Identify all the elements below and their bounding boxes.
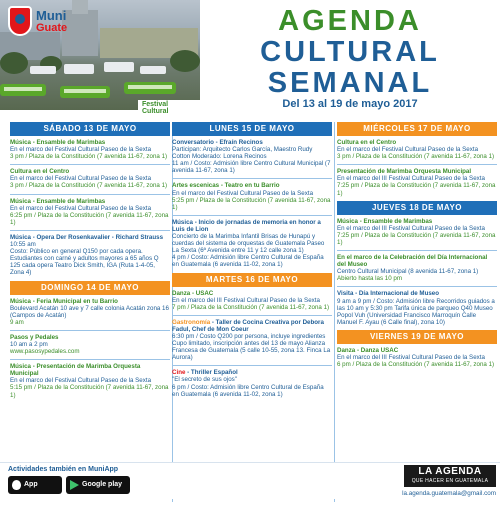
event-title: Música - Inicio de jornadas de memoria en honor a Luis de Lion [172, 218, 321, 233]
header-hero [0, 0, 500, 118]
event-separator [172, 215, 332, 216]
brand-line-2: QUE HACER EN GUATEMALA [411, 478, 489, 484]
event-separator [172, 315, 332, 316]
event-detail: Boulevard Acatán 10 ave y 7 calle colonia Acatán zona 16 (Campos de Acatán) [10, 304, 169, 319]
apps-label: Actividades también en MuniApp [8, 466, 119, 473]
agenda-column [172, 122, 332, 402]
google-play-icon [70, 480, 79, 490]
event-detail: 10 am a 2 pm [10, 340, 48, 348]
event-item [10, 198, 170, 226]
event-title-text: - Taller de Cocina Creativa por Debora Fadul, Chef de Mon Coeur [172, 318, 324, 333]
logo-line-2: Guate [36, 22, 68, 34]
event-title [172, 369, 332, 376]
event-title [172, 319, 332, 333]
event-time-venue: 6 pm / Plaza de la Constitución (7 avenida 11-67, zona 1) [337, 361, 495, 369]
brand-line-1: LA AGENDA [418, 466, 482, 477]
event-item [337, 218, 497, 246]
event-time-venue: 7:25 pm / Plaza de la Constitución (7 avenida 11-67, zona 1) [337, 182, 496, 197]
muni-shield-icon [8, 6, 32, 36]
event-item [172, 182, 332, 210]
event-item [172, 369, 332, 397]
app-store-button[interactable] [8, 476, 62, 506]
event-item [172, 139, 332, 174]
title-line-1: AGENDA [278, 5, 422, 37]
date-range: Del 13 al 19 de mayo 2017 [282, 98, 418, 110]
agenda-column [10, 122, 170, 403]
event-title: Cultura en el Centro [337, 139, 397, 146]
day-header: JUEVES 18 DE MAYO [337, 201, 497, 215]
event-time-venue: 3 pm / Plaza de la Constitución (7 avenida 11-67, zona 1) [10, 182, 168, 190]
event-item [337, 139, 497, 160]
event-detail: En el marco del III Festival Cultural Paseo de la Sexta [337, 224, 485, 232]
event-detail: En el marco del III Festival Cultural Paseo de la Sexta [337, 353, 485, 361]
event-title: Música - Ensamble de Marimbas [10, 139, 106, 146]
event-title: En el marco de la Celebración del Día Internacional del Museo [337, 254, 488, 269]
title-line-3: SEMANAL [267, 67, 433, 99]
la-agenda-logo [404, 465, 496, 487]
event-time-venue: 3 pm / Plaza de la Constitución (7 avenida 11-67, zona 1) [10, 153, 168, 161]
event-separator [172, 178, 332, 179]
event-title: Danza - Danza USAC [337, 346, 399, 354]
event-category-tag: Cine [172, 369, 186, 377]
event-detail: Centro Cultural Municipal (8 avenida 11-67, zona 1) [337, 268, 479, 276]
event-item [337, 168, 497, 196]
event-category-tag: Gastronomía [172, 318, 211, 326]
event-time-venue: 4 pm / Costo: Admisión libre Centro Cultural de España en Guatemala (6 avenida 11-02, zona 1) [172, 254, 324, 269]
footer [0, 462, 500, 506]
event-detail: "El secreto de sus ojos" [172, 376, 237, 384]
event-title-text: - Thriller Español [187, 369, 238, 377]
event-item [10, 234, 170, 277]
plaza-photo [0, 0, 200, 115]
day-header: DOMINGO 14 DE MAYO [10, 281, 170, 295]
event-detail: En el marco del Festival Cultural Paseo de la Sexta [337, 146, 479, 154]
contact-email[interactable]: la.agenda.guatemala@gmail.com [402, 490, 496, 497]
event-title: Visita - Día Internacional de Museo [337, 290, 440, 298]
google-play-label: Google play [82, 481, 123, 488]
event-time-venue: 3 pm / Plaza de la Constitución (7 avenida 11-67, zona 1) [337, 153, 495, 161]
event-title: Música - Presentación de Marimba Orquesta Municipal [10, 363, 141, 378]
event-item [337, 254, 497, 282]
event-time-venue: 6:25 pm / Plaza de la Constitución (7 avenida 11-67, zona 1) [10, 211, 169, 226]
event-separator [10, 230, 170, 231]
day-header: LUNES 15 DE MAYO [172, 122, 332, 136]
event-title: Pasos y Pedales [10, 333, 59, 341]
event-time-venue: 11 am / Costo: Admisión libre Centro Cultural Municipal (7 avenida 11-67, zona 1) [172, 160, 331, 175]
event-separator [10, 194, 170, 195]
event-time-venue: 5:15 pm / Plaza de la Constitución (7 avenida 11-67, zona 1) [10, 384, 169, 399]
photo-caption: Festival Cultural [138, 100, 200, 116]
event-item [10, 334, 170, 355]
event-separator [337, 164, 497, 165]
event-separator [10, 330, 170, 331]
event-title: Música - Ensamble de Marimbas [10, 197, 106, 205]
event-detail: 10:55 am [10, 241, 36, 249]
event-title: Conversatorio - Efraín Recinos [172, 139, 263, 146]
event-item [10, 298, 170, 326]
event-time-venue: Abierto hasta las 10 pm [337, 275, 403, 283]
page-title [200, 6, 500, 99]
event-item [10, 363, 170, 398]
event-time-venue: www.pasosypedales.com [10, 348, 80, 356]
event-detail: En el marco del Festival Cultural Paseo de la Sexta [172, 189, 314, 197]
event-separator [337, 286, 497, 287]
event-time-venue: Costo: Público en general Q150 por cada opera. Estudiantes con carné y adultos mayores a 65 años Q 125 cada opera Teatro Dick Smith, IGA (Ruta 1-4-05, Zona 4) [10, 248, 159, 277]
event-detail: En el marco del III Festival Cultural Paseo de la Sexta [172, 296, 320, 304]
event-detail: En el marco del Festival Cultural Paseo de la Sexta [10, 175, 152, 183]
event-item [10, 168, 170, 189]
title-line-2: CULTURAL [260, 36, 440, 68]
app-store-label: App Store [24, 481, 42, 506]
column-divider [334, 122, 335, 502]
event-separator [172, 365, 332, 366]
event-item [337, 347, 497, 368]
event-time-venue: 7:25 pm / Plaza de la Constitución (7 avenida 11-67, zona 1) [337, 231, 496, 246]
event-detail: Participan: Arquitecto Carlos García, Maestro Rudy Cotton Moderado: Lorena Recinos [172, 146, 313, 161]
event-item [10, 139, 170, 160]
event-item [172, 319, 332, 362]
event-time-venue: 6 pm / Costo: Admisión libre Centro Cultural de España en Guatemala (6 avenida 11-02, zona 1) [172, 383, 324, 398]
event-separator [337, 250, 497, 251]
event-title: Cultura en el Centro [10, 168, 70, 176]
logo-line-1: Muni [36, 8, 67, 23]
google-play-button[interactable] [66, 476, 130, 494]
event-detail: En el marco del III Festival Cultural Paseo de la Sexta [337, 175, 485, 183]
muniguate-logo [8, 6, 78, 46]
event-detail: 9 am a 9 pm / Costo: Admisión libre Recorridos guiados a las 10 am y 5:30 pm Tarifa única de parqueo Q40 Museo Popol Vuh (Universidad Francisco Marroquín Calle Manuel F. Ayau (6 Calle final), zona 10) [337, 297, 495, 326]
day-header: MIÉRCOLES 17 DE MAYO [337, 122, 497, 136]
day-header: MARTES 16 DE MAYO [172, 273, 332, 287]
event-title: Música - Opera Der Rosenkavalier - Richard Strauss [10, 233, 164, 241]
event-item [337, 290, 497, 325]
event-title: Música - Feria Municipal en tu Barrio [10, 297, 118, 305]
day-header: VIERNES 19 DE MAYO [337, 330, 497, 344]
event-detail: En el marco del Festival Cultural Paseo de la Sexta [10, 204, 152, 212]
event-detail: En el marco del Festival Cultural Paseo de la Sexta [10, 377, 152, 385]
event-detail: En el marco del Festival Cultural Paseo de la Sexta [10, 146, 152, 154]
agenda-column [337, 122, 497, 372]
event-time-venue: 9 am [10, 318, 24, 326]
event-separator [10, 164, 170, 165]
event-separator [10, 359, 170, 360]
event-detail: Concierto de la Marimba Infantil Brisas de Hunapú y cuerdas del sistema de orquestas de Guatemala Paseo La Sexta (6ª Avenida entre 11 y 12 calle zona 1) [172, 233, 325, 255]
event-detail: 6:30 pm / Costo Q200 por persona, incluye ingredientes Cupo limitado, inscripción antes del 13 de mayo Alianza Francesa de Guatemala (5 calle 10-55, zona 13. Finca La Aurora) [172, 332, 331, 362]
event-title: Presentación de Marimba Orquesta Municipal [337, 168, 472, 176]
event-item [172, 290, 332, 311]
apple-icon [12, 480, 21, 490]
day-header: SÁBADO 13 DE MAYO [10, 122, 170, 136]
event-title: Artes escenicas - Teatro en tu Barrio [172, 182, 280, 190]
event-item [172, 219, 332, 269]
event-title: Música - Ensamble de Marimbas [337, 217, 433, 225]
event-title: Danza - USAC [172, 289, 214, 297]
event-time-venue: 7 pm / Plaza de la Constitución (7 avenida 11-67, zona 1) [172, 303, 330, 311]
event-time-venue: 5:25 pm / Plaza de la Constitución (7 avenida 11-67, zona 1) [172, 196, 331, 211]
